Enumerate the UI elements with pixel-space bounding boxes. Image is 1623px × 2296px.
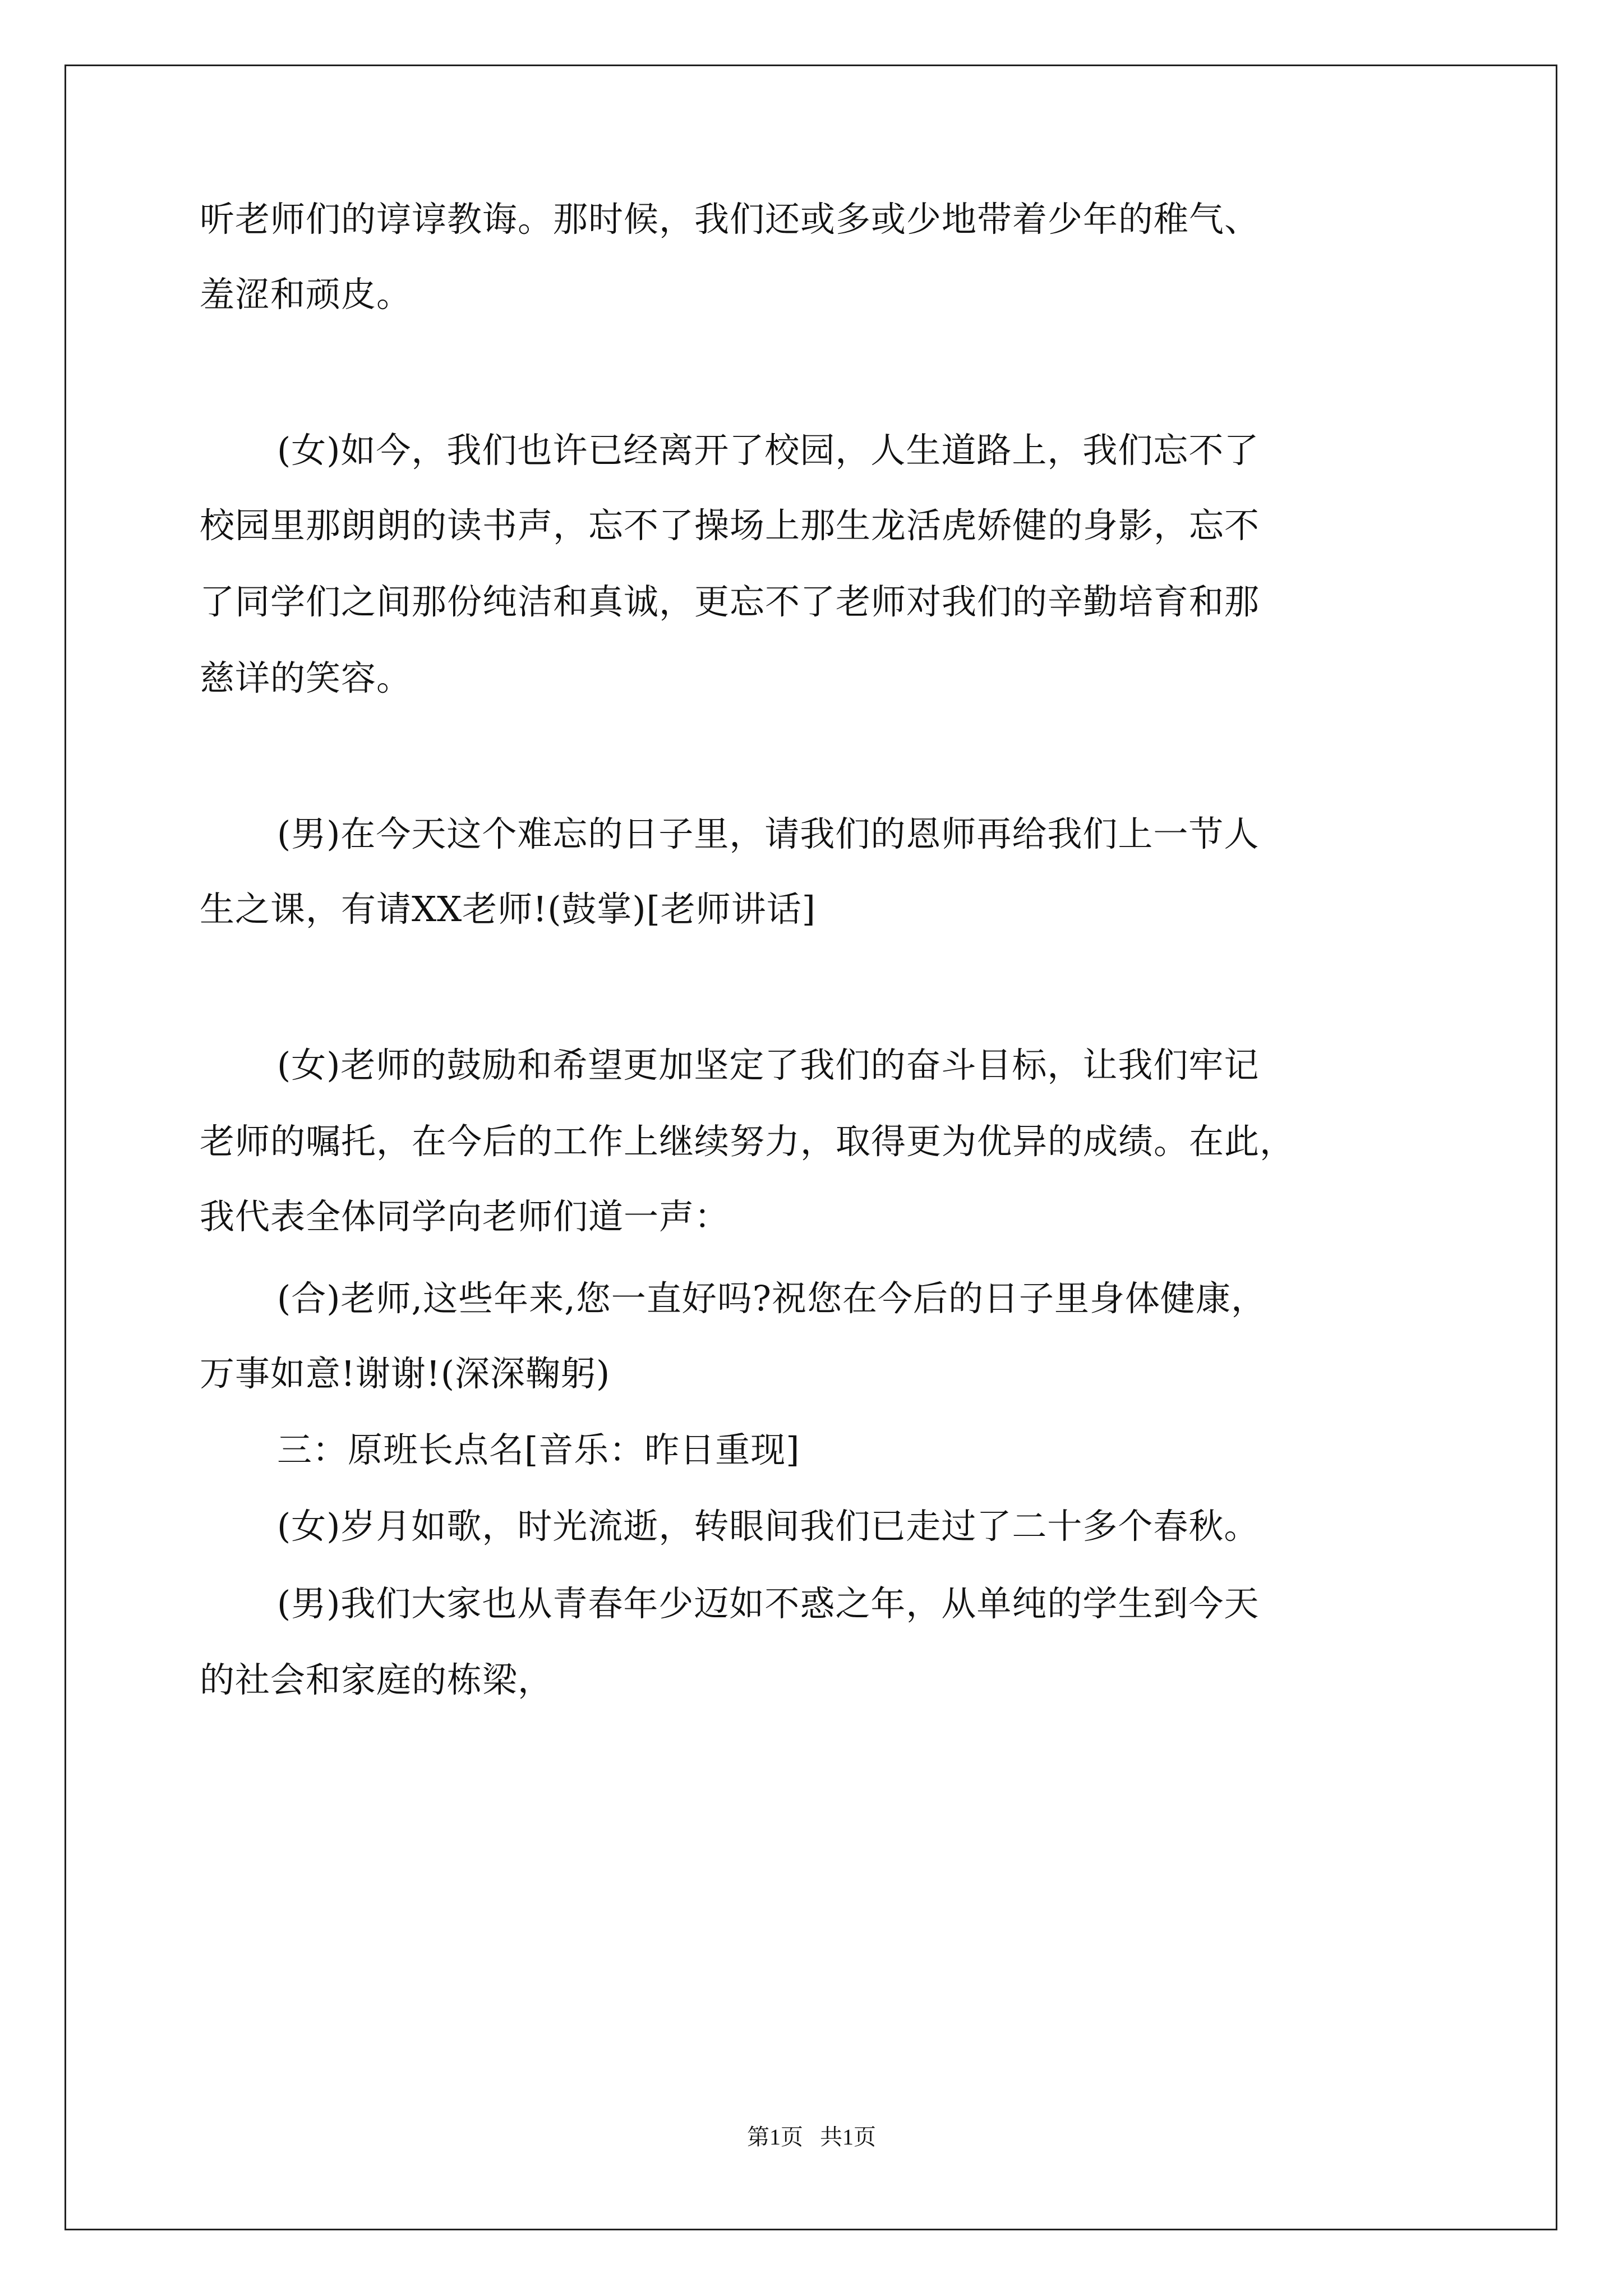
text-line: 听老师们的谆谆教诲。那时候，我们还或多或少地带着少年的稚气、	[200, 199, 1260, 240]
paragraph-start-line: (女)岁月如歌，时光流逝，转眼间我们已走过了二十多个春秋。	[277, 1506, 1260, 1547]
text-line: 生之课，有请XX老师!(鼓掌)[老师讲话]	[200, 889, 816, 930]
text-line: 的社会和家庭的栋梁，	[200, 1659, 554, 1700]
paragraph-start-line: (女)如今，我们也许已经离开了校园，人生道路上，我们忘不了	[277, 430, 1260, 471]
text-line: 老师的嘱托，在今后的工作上继续努力，取得更为优异的成绩。在此，	[200, 1121, 1295, 1162]
paragraph-start-line: (男)在今天这个难忘的日子里，请我们的恩师再给我们上一节人	[277, 813, 1260, 854]
text-line: 了同学们之间那份纯洁和真诚，更忘不了老师对我们的辛勤培育和那	[200, 581, 1260, 622]
page-number-footer: 第1页 共1页	[747, 2124, 876, 2150]
text-line: 我代表全体同学向老师们道一声：	[200, 1196, 730, 1237]
text-line: 万事如意!谢谢!(深深鞠躬)	[200, 1353, 611, 1394]
paragraph-start-line: (男)我们大家也从青春年少迈如不惑之年，从单纯的学生到今天	[277, 1583, 1260, 1624]
text-line: 羞涩和顽皮。	[200, 274, 412, 315]
text-line: 校园里那朗朗的读书声，忘不了操场上那生龙活虎娇健的身影，忘不	[200, 505, 1260, 546]
paragraph-start-line: (合)老师,这些年来,您一直好吗?祝您在今后的日子里身体健康，	[277, 1278, 1267, 1319]
paragraph-start-line: (女)老师的鼓励和希望更加坚定了我们的奋斗目标，让我们牢记	[277, 1045, 1260, 1085]
text-line: 慈详的笑容。	[200, 657, 412, 698]
section-heading: 三：原班长点名[音乐：昨日重现]	[277, 1429, 800, 1470]
